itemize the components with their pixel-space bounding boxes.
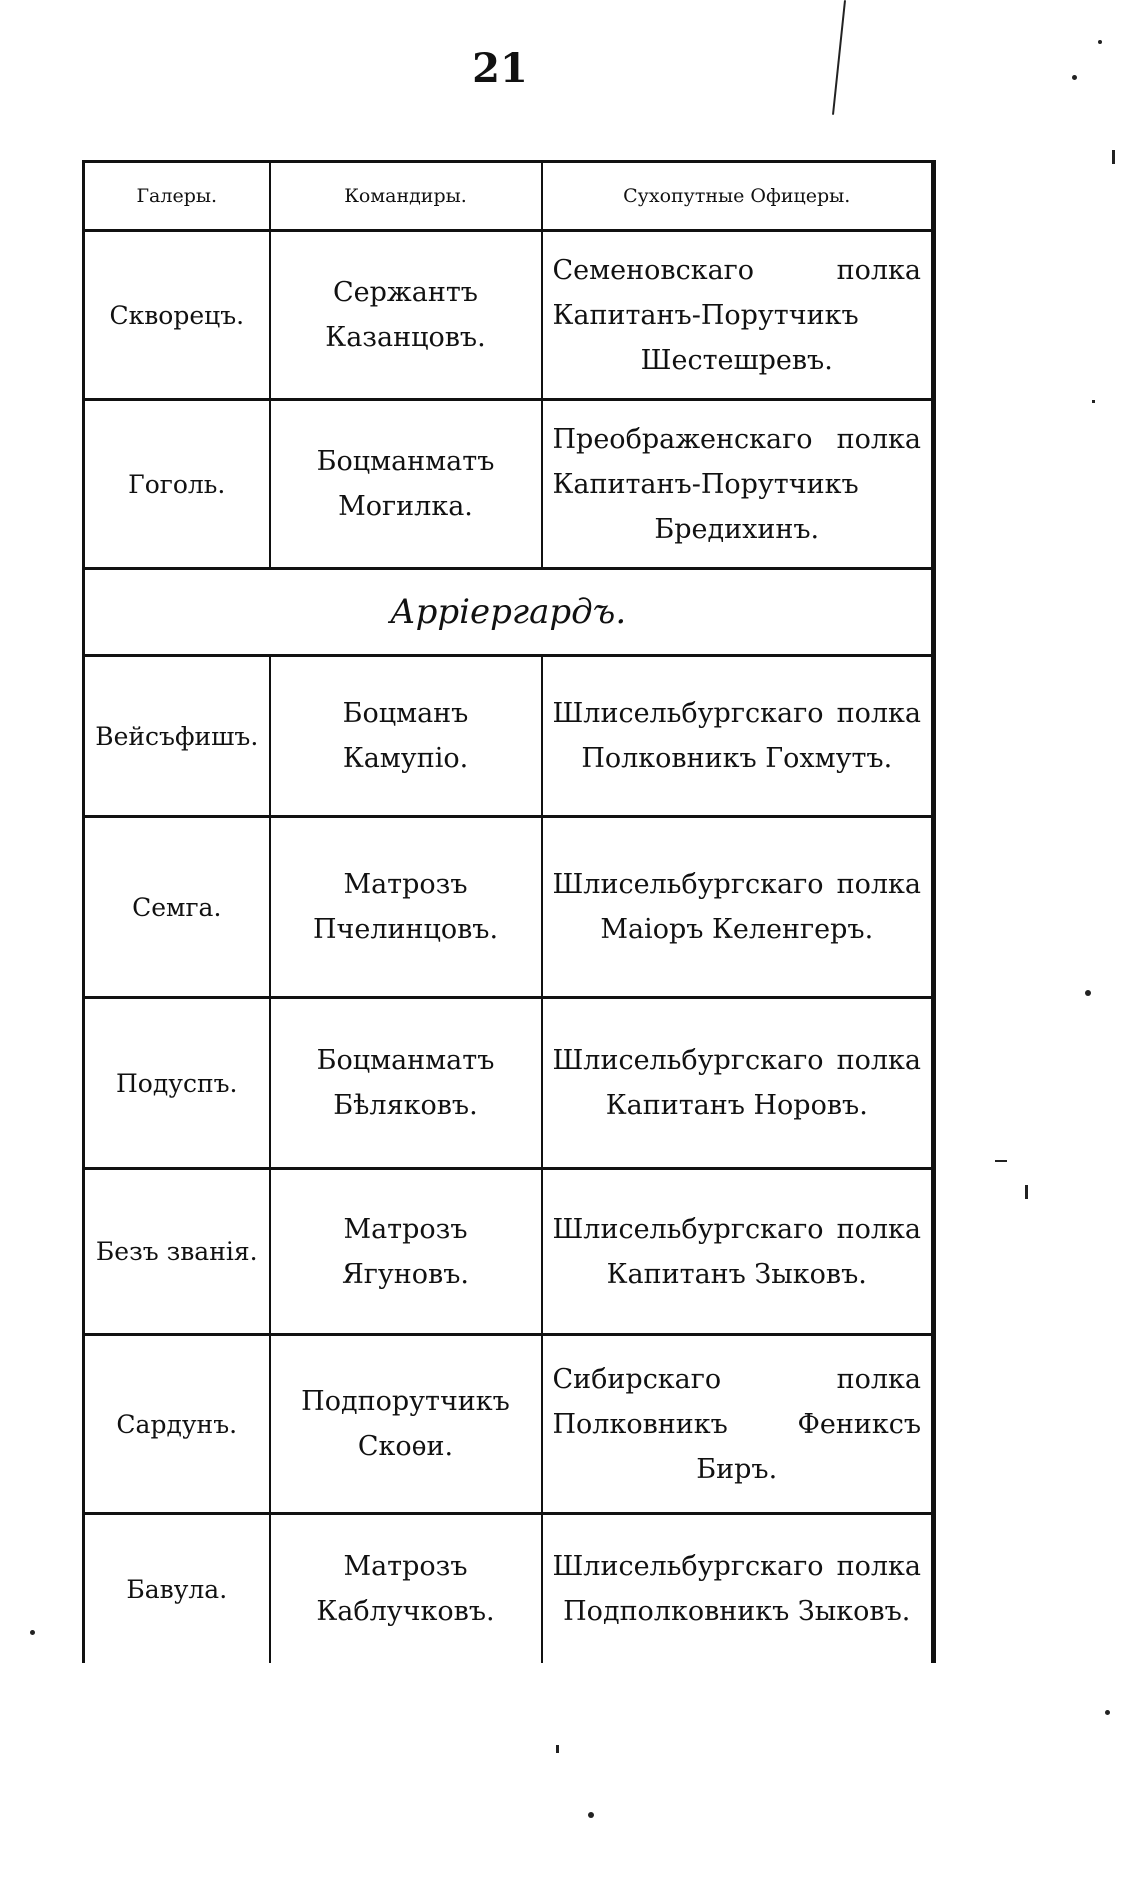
section-row: [84, 569, 934, 656]
page-number: 21: [472, 45, 528, 92]
scan-mark: [588, 1812, 594, 1818]
officer-name: Шлисельбургскаго полка Полковникъ Гохмутъ.: [542, 656, 934, 817]
table-row: [84, 231, 934, 400]
officer-name: Семеновскаго полка Капитанъ-Порутчикъ Шестешревъ.: [542, 231, 934, 400]
table-row: [84, 1514, 934, 1664]
officer-name: Сибирскаго полка Полковникъ Фениксъ Биръ.: [542, 1335, 934, 1514]
galley-name: Гоголь.: [84, 400, 270, 569]
scan-mark: [556, 1745, 559, 1753]
commander-name: Матрозъ Ягуновъ.: [270, 1169, 542, 1335]
officer-name: Преображенскаго полка Капитанъ-Порутчикъ Бредихинъ.: [542, 400, 934, 569]
commander-name: Сержантъ Казанцовъ.: [270, 231, 542, 400]
galley-name: Семга.: [84, 817, 270, 998]
commander-name: Матрозъ Пчелинцовъ.: [270, 817, 542, 998]
scan-mark: [1105, 1710, 1110, 1715]
officer-name: Шлисельбургскаго полка Капитанъ Норовъ.: [542, 998, 934, 1169]
galley-name: Бавула.: [84, 1514, 270, 1664]
section-title: Арріергардъ.: [84, 569, 934, 656]
commander-name: Подпорутчикъ Скоѳи.: [270, 1335, 542, 1514]
officer-name: Шлисельбургскаго полка Капитанъ Зыковъ.: [542, 1169, 934, 1335]
galley-assignment-table: [82, 160, 936, 1663]
header-officers: Сухопутные Офицеры.: [542, 162, 934, 231]
galley-name: Вейсъфишъ.: [84, 656, 270, 817]
galley-name: Скворецъ.: [84, 231, 270, 400]
commander-name: Боцманматъ Бѣляковъ.: [270, 998, 542, 1169]
commander-name: Боцманматъ Могилка.: [270, 400, 542, 569]
table-row: [84, 656, 934, 817]
galley-name: Безъ званія.: [84, 1169, 270, 1335]
header-galleys: Галеры.: [84, 162, 270, 231]
scan-mark: [1072, 75, 1077, 80]
scan-mark: [1025, 1185, 1028, 1199]
officer-name: Шлисельбургскаго полка Маіоръ Келенгеръ.: [542, 817, 934, 998]
table-header-row: [84, 162, 934, 231]
commander-name: Боцманъ Камупіо.: [270, 656, 542, 817]
table-row: [84, 400, 934, 569]
table-row: [84, 817, 934, 998]
scan-mark: [30, 1630, 35, 1635]
galley-name: Сардунъ.: [84, 1335, 270, 1514]
scan-mark: [1098, 40, 1102, 44]
table-row: [84, 998, 934, 1169]
scan-mark: [1085, 990, 1091, 996]
table-row: [84, 1169, 934, 1335]
officer-name: Шлисельбургскаго полка Подполковникъ Зыковъ.: [552, 1551, 921, 1627]
table-row: [84, 1335, 934, 1514]
scan-mark: [1112, 150, 1115, 164]
scan-mark: [1092, 400, 1095, 403]
commander-name: Матрозъ Каблучковъ.: [270, 1514, 542, 1664]
header-commanders: Командиры.: [270, 162, 542, 231]
scan-mark: [995, 1160, 1007, 1162]
galley-name: Подуспъ.: [84, 998, 270, 1169]
